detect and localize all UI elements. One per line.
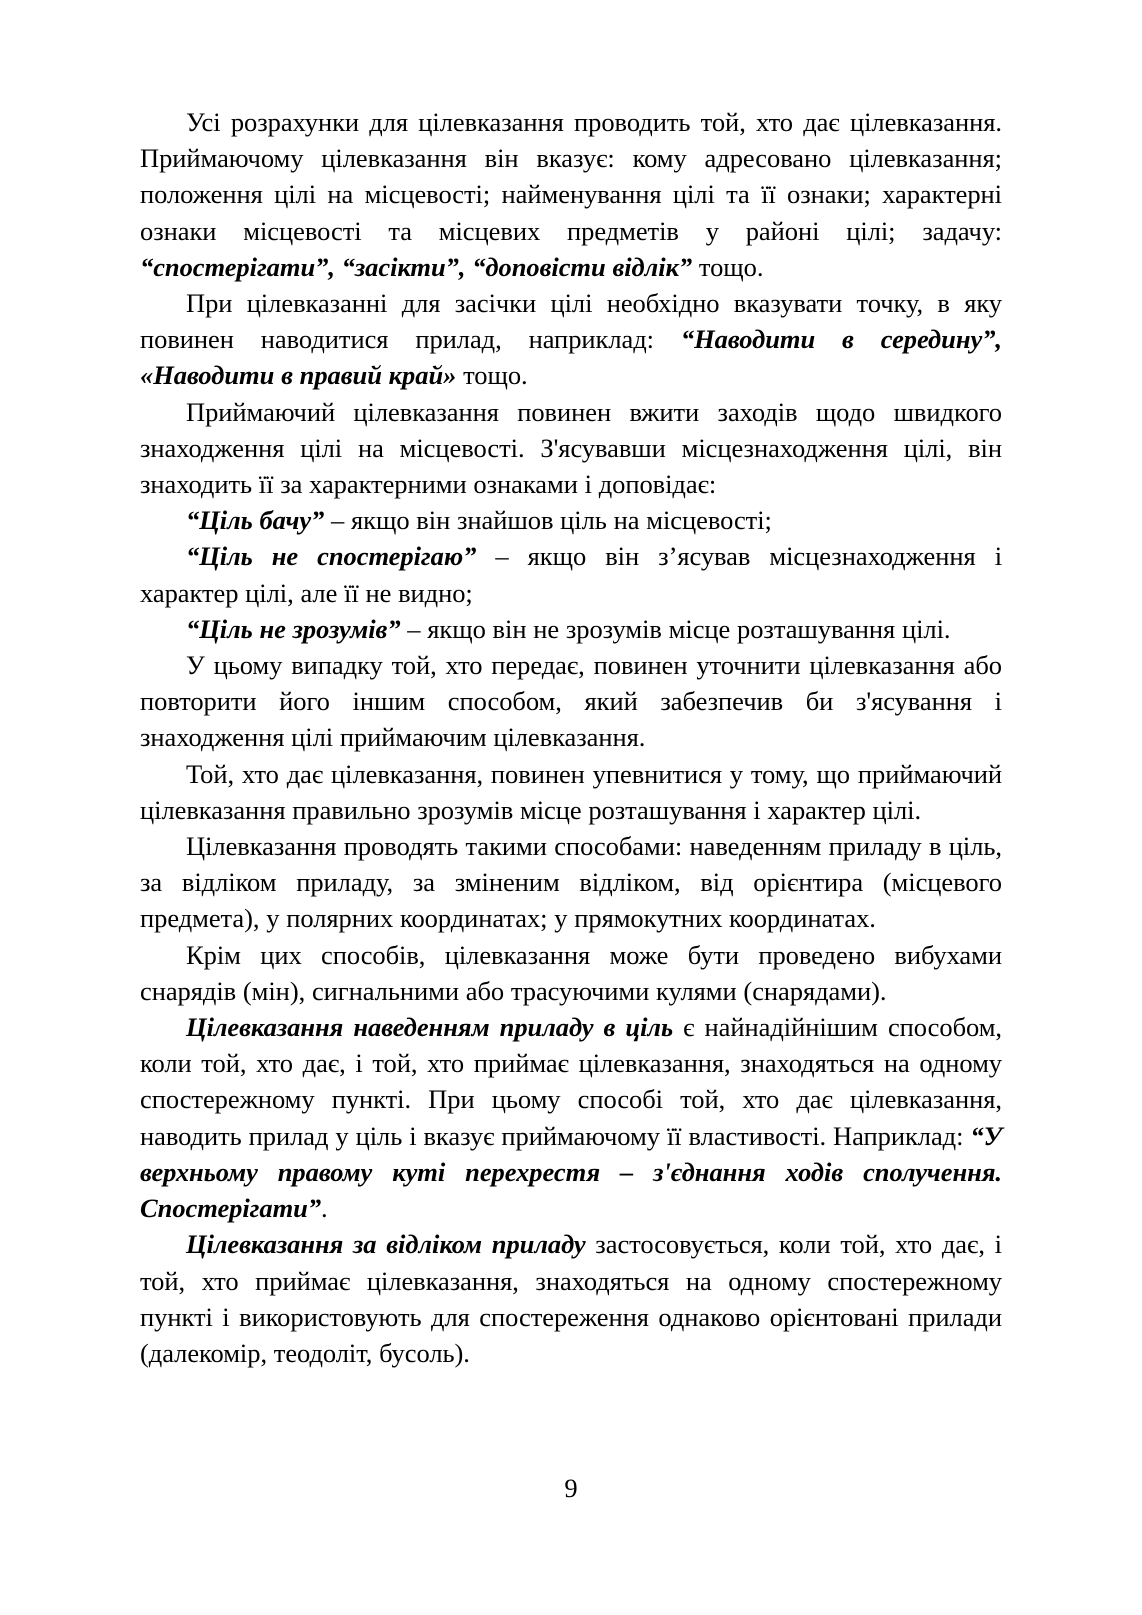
emphasized-text: “Ціль бачу” [186,505,325,536]
body-text: При цілевказанні для засічки цілі необхідно вказувати точку, в яку повинен наводитися прилад, наприклад: [140,288,1002,355]
body-text: застосовується, коли той, хто дає, і той, хто приймає цілевказання, знаходяться на одному спостережному пункті і використовують для спостереження однаково орієнтовані прилади (далекомір, теодоліт, бусоль). [140,1229,1002,1368]
paragraph [140,756,1002,828]
paragraph [140,611,1002,647]
body-text: Усі розрахунки для цілевказання проводить той, хто дає цілевказання. Приймаючому цілевказання він вказує: кому адресовано цілевказання; положення цілі на місцевості; найменування цілі та її ознаки; характерні ознаки місцевості та місцевих предметів у районі цілі; задачу: [140,107,1002,246]
body-text: . [321,1193,328,1224]
emphasized-text: Цілевказання за відліком приладу [186,1229,586,1260]
emphasized-text: “Наводити в середину”, «Наводити в правий край» [140,324,1002,391]
body-text: Той, хто дає цілевказання, повинен упевнитися у тому, що приймаючий цілевказання правильно зрозумів місце розташування і характер цілі. [140,758,1002,825]
paragraph [140,647,1002,756]
body-text: Крім цих способів, цілевказання може бути проведено вибухами снарядів (мін), сигнальними або трасуючими кулями (снарядами). [140,939,1002,1006]
body-text: є найнадійнішим способом, коли той, хто дає, і той, хто приймає цілевказання, знаходяться на одному спостережному пункті. При цьому способі той, хто дає цілевказання, наводить прилад у ціль і вказує приймаючому її властивості. Наприклад: [140,1012,1002,1151]
paragraph [140,502,1002,538]
body-text: – якщо він з’ясував місцезнаходження і характер цілі, але її не видно; [140,541,1003,608]
emphasized-text: “Ціль не зрозумів” [186,613,401,644]
paragraph [140,394,1002,503]
paragraph [140,1009,1002,1226]
body-text: тощо. [692,251,764,282]
page-number: 9 [564,1473,578,1503]
body-text: – якщо він знайшов ціль на місцевості; [324,505,772,536]
paragraph [140,1226,1002,1371]
body-text: тощо. [456,360,528,391]
emphasized-text: “Ціль не спостерігаю” [186,541,477,572]
emphasized-text: “У верхньому правому куті перехрестя – з'єднання ходів сполучення. Спостерігати” [140,1120,1002,1224]
paragraph [140,285,1002,394]
paragraph [140,937,1002,1009]
paragraph [140,828,1002,937]
body-text: Цілевказання проводять такими способами: наведенням приладу в ціль, за відліком приладу, за зміненим відліком, від орієнтира (місцевого предмета), у полярних координатах; у прямокутних координатах. [140,831,1002,934]
paragraph [140,538,1002,610]
paragraph [140,104,1002,285]
emphasized-text: “спостерігати”, “засікти”, “доповісти відлік” [140,251,693,282]
body-text: Приймаючий цілевказання повинен вжити заходів щодо швидкого знаходження цілі на місцевості. З'ясувавши місцезнаходження цілі, він знаходить її за характерними ознаками і доповідає: [140,396,1002,500]
body-text: – якщо він не зрозумів місце розташування цілі. [400,613,951,644]
emphasized-text: Цілевказання наведенням приладу в ціль [186,1012,674,1043]
body-text: У цьому випадку той, хто передає, повинен уточнити цілевказання або повторити його іншим способом, який забезпечив би з'ясування і знаходження цілі приймаючим цілевказання. [140,650,1002,753]
body-text-column [140,104,1002,1371]
